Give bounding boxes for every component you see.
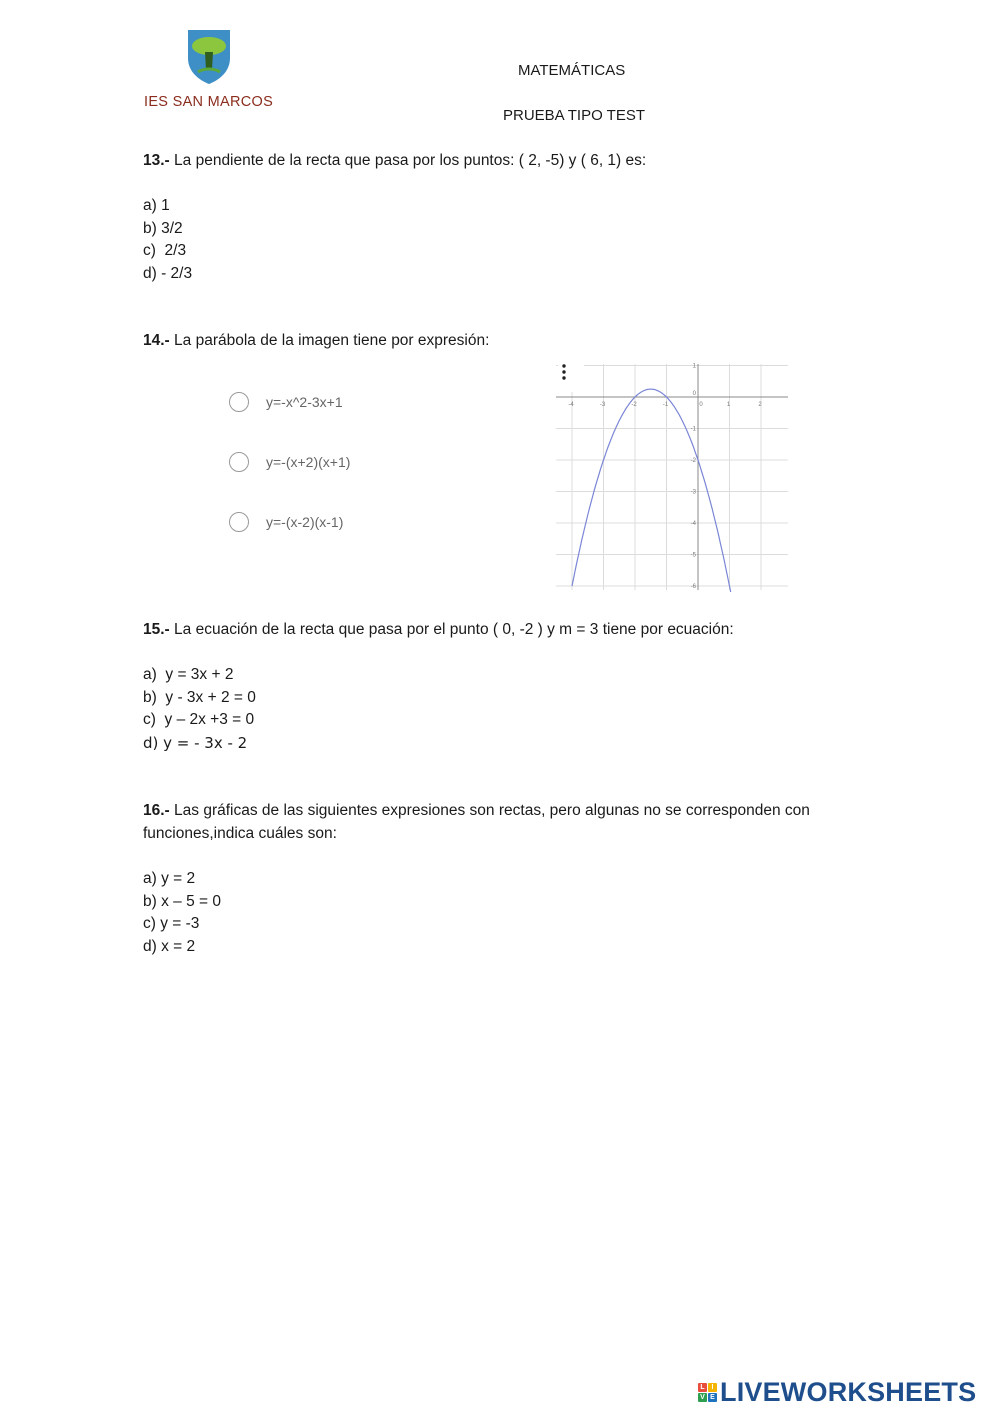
y-tick-label: 0 <box>692 391 696 397</box>
badge-letter: I <box>708 1383 717 1392</box>
y-tick-label: -6 <box>690 584 696 590</box>
y-tick-label: 1 <box>692 363 696 370</box>
question-text: Las gráficas de las siguientes expresiones son rectas, pero algunas no se corresponden con funciones,indica cuáles son: <box>143 802 810 842</box>
option: d) x = 2 <box>143 937 196 955</box>
question-text: La ecuación de la recta que pasa por el punto ( 0, -2 ) y m = 3 tiene por ecuación: <box>174 621 734 638</box>
parabola-curve <box>572 389 731 592</box>
radio-option-1[interactable] <box>229 389 343 415</box>
radio-circle[interactable] <box>229 452 249 472</box>
x-tick-labels <box>568 402 762 408</box>
radio-label: y=-(x-2)(x-1) <box>266 514 344 530</box>
y-tick-label: -4 <box>690 521 696 527</box>
menu-button[interactable] <box>556 358 586 392</box>
brand-badge-icon <box>698 1383 717 1402</box>
test-type-title: PRUEBA TIPO TEST <box>503 107 645 124</box>
option: b) 3/2 <box>143 219 183 237</box>
vertical-dots-icon[interactable] <box>562 364 565 379</box>
x-tick-label: -4 <box>568 402 574 408</box>
school-name: IES SAN MARCOS <box>144 94 274 110</box>
x-tick-label: -2 <box>631 402 637 408</box>
question-13 <box>143 150 646 173</box>
option: d) y = - 3x - 2 <box>143 733 248 752</box>
x-tick-label: 2 <box>758 402 762 408</box>
option: c) y = -3 <box>143 915 200 932</box>
radio-option-3[interactable] <box>229 509 343 535</box>
question-text: La pendiente de la recta que pasa por los puntos: ( 2, -5) y ( 6, 1) es: <box>174 152 647 169</box>
y-tick-label: -1 <box>690 426 696 433</box>
radio-circle[interactable] <box>229 512 249 532</box>
question-16-options <box>143 868 221 958</box>
graph-grid <box>556 364 788 590</box>
question-number: 14.- <box>143 332 170 349</box>
y-tick-label: -3 <box>690 489 696 496</box>
option: a) y = 2 <box>143 870 196 887</box>
radio-label: y=-x^2-3x+1 <box>266 394 343 410</box>
option: c) y – 2x +3 = 0 <box>143 711 255 728</box>
question-14 <box>143 330 489 353</box>
question-16 <box>143 800 863 845</box>
x-tick-label: -3 <box>599 402 606 408</box>
radio-option-2[interactable] <box>229 449 350 475</box>
option: a) 1 <box>143 197 170 214</box>
option: a) y = 3x + 2 <box>143 666 234 683</box>
x-tick-label: 1 <box>726 402 731 408</box>
x-tick-label: -1 <box>662 402 669 408</box>
tree-shield-icon <box>184 28 234 86</box>
parabola-graph <box>556 358 790 592</box>
option: b) x – 5 = 0 <box>143 892 221 910</box>
question-15-options <box>143 664 256 754</box>
question-number: 15.- <box>143 621 170 638</box>
radio-label: y=-(x+2)(x+1) <box>266 454 351 470</box>
question-number: 13.- <box>143 152 170 169</box>
subject-title: MATEMÁTICAS <box>518 62 626 79</box>
graph-axes <box>556 364 788 590</box>
liveworksheets-brand <box>698 1377 976 1408</box>
badge-letter: L <box>698 1383 707 1392</box>
option: c) 2/3 <box>143 242 187 259</box>
option: b) y - 3x + 2 = 0 <box>143 688 256 706</box>
badge-letter: E <box>708 1393 717 1402</box>
brand-name: LIVEWORKSHEETS <box>720 1377 977 1407</box>
question-15 <box>143 619 734 642</box>
x-tick-label: 0 <box>699 402 703 408</box>
question-13-options <box>143 195 192 285</box>
y-tick-label: -5 <box>690 552 696 559</box>
radio-circle[interactable] <box>229 392 249 412</box>
question-number: 16.- <box>143 802 170 819</box>
option: d) - 2/3 <box>143 264 193 282</box>
badge-letter: V <box>698 1393 707 1402</box>
school-logo <box>140 28 280 118</box>
question-text: La parábola de la imagen tiene por expresión: <box>174 332 490 349</box>
y-tick-label: -2 <box>690 458 696 464</box>
